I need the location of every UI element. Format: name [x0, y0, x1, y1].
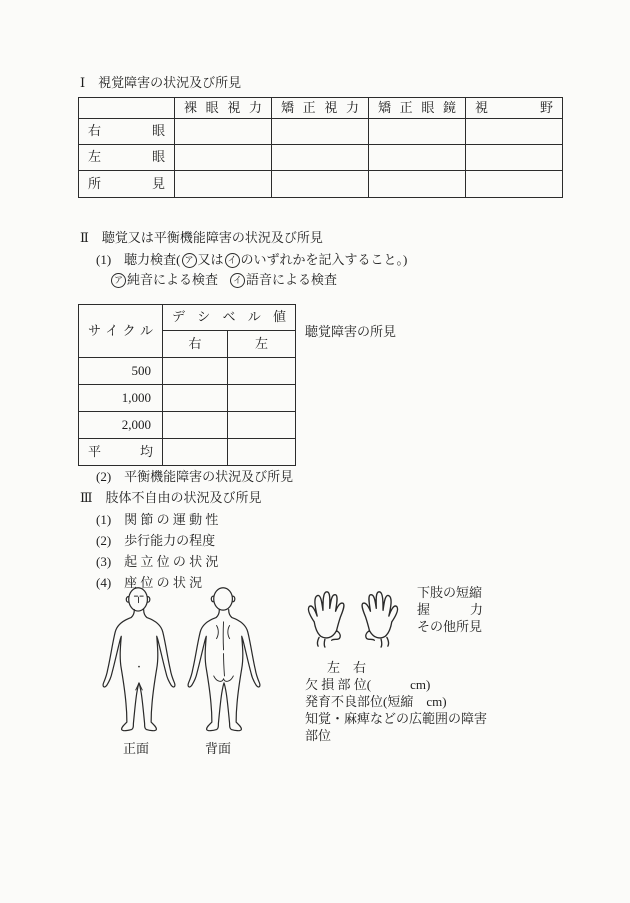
vision-cell-empty	[272, 119, 369, 145]
circled-a-mark: ア	[182, 253, 197, 268]
vision-cell-empty	[466, 145, 563, 171]
balance-item: (2) 平衡機能障害の状況及び所見	[96, 469, 294, 484]
front-crotch-marks	[136, 683, 143, 690]
lower-limb-shortening-label: 下肢の短縮	[417, 585, 483, 600]
hearing-cell-empty	[163, 439, 228, 466]
limb-notes-block	[417, 584, 483, 635]
vision-row-label: 左 眼	[79, 145, 175, 171]
vision-cell-empty	[369, 171, 466, 198]
hands-sketch	[303, 587, 403, 650]
vision-row-left-eye	[79, 145, 563, 171]
freq-label: 2,000	[79, 412, 163, 439]
decibel-left-header: 左	[228, 331, 296, 358]
vision-table-header-row	[79, 98, 563, 119]
section3-item-sitting: (4) 座 位 の 状 況	[96, 575, 203, 590]
vision-row-label: 所 見	[79, 171, 175, 198]
vision-cell-empty	[369, 119, 466, 145]
hearing-findings-note: 聴覚障害の所見	[305, 324, 397, 339]
back-head-outline	[214, 588, 233, 610]
section3-item-walking: (2) 歩行能力の程度	[96, 533, 216, 548]
section2-title: Ⅱ 聴覚又は平衡機能障害の状況及び所見	[80, 230, 323, 245]
vision-col-naked: 裸 眼 視 力	[175, 98, 272, 119]
vision-cell-empty	[369, 145, 466, 171]
instruction-pre: (1) 聴力検査(	[96, 252, 181, 267]
hearing-header-row1	[79, 305, 296, 331]
front-body-figure	[97, 586, 181, 736]
growth-failure-line: 発育不良部位(短縮 cm)	[305, 694, 447, 709]
sensory-paralysis-line: 知覚・麻痺などの広範囲の障害	[305, 711, 488, 726]
vision-cell-empty	[272, 171, 369, 198]
vision-cell-empty	[466, 119, 563, 145]
instruction-post: のいずれかを記入すること。)	[240, 252, 408, 267]
front-face-marks	[134, 596, 143, 603]
vision-corner-cell	[79, 98, 175, 119]
vision-cell-empty	[466, 171, 563, 198]
hearing-cell-empty	[228, 385, 296, 412]
hearing-test-types	[110, 272, 337, 288]
pure-tone-label: 純音による検査	[127, 272, 219, 287]
vision-row-right-eye	[79, 119, 563, 145]
average-label: 平 均	[79, 439, 163, 466]
section3-item-standing: (3) 起 立 位 の 状 況	[96, 554, 219, 569]
vision-row-findings	[79, 171, 563, 198]
front-figure-label: 正面	[123, 741, 150, 756]
hearing-cell-empty	[163, 385, 228, 412]
back-body-figure	[182, 586, 266, 736]
sensory-paralysis-line2: 部位	[305, 728, 332, 743]
section1-title: Ⅰ 視覚障害の状況及び所見	[80, 75, 242, 90]
vision-row-label: 右 眼	[79, 119, 175, 145]
left-right-header: 左 右	[327, 660, 367, 675]
back-buttocks-marks	[214, 676, 234, 681]
back-figure-label: 背面	[205, 741, 232, 756]
hearing-row-500	[79, 358, 296, 385]
back-ears	[211, 596, 235, 602]
vision-cell-empty	[175, 171, 272, 198]
front-navel-dot	[138, 666, 140, 668]
vision-cell-empty	[175, 119, 272, 145]
section3-item-joints: (1) 関 節 の 運 動 性	[96, 512, 219, 527]
measurement-block	[305, 659, 487, 744]
hearing-row-average	[79, 439, 296, 466]
vision-table	[78, 97, 563, 198]
vision-col-glasses: 矯 正 眼 鏡	[369, 98, 466, 119]
hearing-cell-empty	[163, 358, 228, 385]
decibel-header: デ シ ベ ル 値	[163, 305, 296, 331]
hearing-cell-empty	[163, 412, 228, 439]
speech-tone-label: 語音による検査	[246, 272, 338, 287]
other-findings-label: その他所見	[417, 619, 483, 634]
section3-title: Ⅲ 肢体不自由の状況及び所見	[80, 490, 262, 505]
defect-part-line: 欠 損 部 位( cm)	[305, 677, 431, 692]
hearing-test-instruction	[96, 252, 407, 268]
cycle-header: サ イ ク ル	[79, 305, 163, 358]
grip-strength-label: 握 力	[417, 602, 483, 617]
circled-i-mark: イ	[225, 253, 240, 268]
hearing-cell-empty	[228, 358, 296, 385]
right-hand-outline	[362, 592, 398, 647]
vision-col-corrected: 矯 正 視 力	[272, 98, 369, 119]
hearing-cell-empty	[228, 412, 296, 439]
freq-label: 500	[79, 358, 163, 385]
hearing-cell-empty	[228, 439, 296, 466]
left-hand-outline	[308, 592, 344, 647]
circled-i-mark: イ	[230, 273, 245, 288]
vision-col-field: 視 野	[466, 98, 563, 119]
hearing-table	[78, 304, 296, 466]
decibel-right-header: 右	[163, 331, 228, 358]
instruction-mid: 又は	[197, 252, 224, 267]
back-spine-line	[223, 622, 224, 676]
vision-cell-empty	[272, 145, 369, 171]
hearing-row-2000	[79, 412, 296, 439]
freq-label: 1,000	[79, 385, 163, 412]
front-body-outline	[103, 610, 175, 731]
vision-cell-empty	[175, 145, 272, 171]
hearing-row-1000	[79, 385, 296, 412]
circled-a-mark: ア	[111, 273, 126, 288]
